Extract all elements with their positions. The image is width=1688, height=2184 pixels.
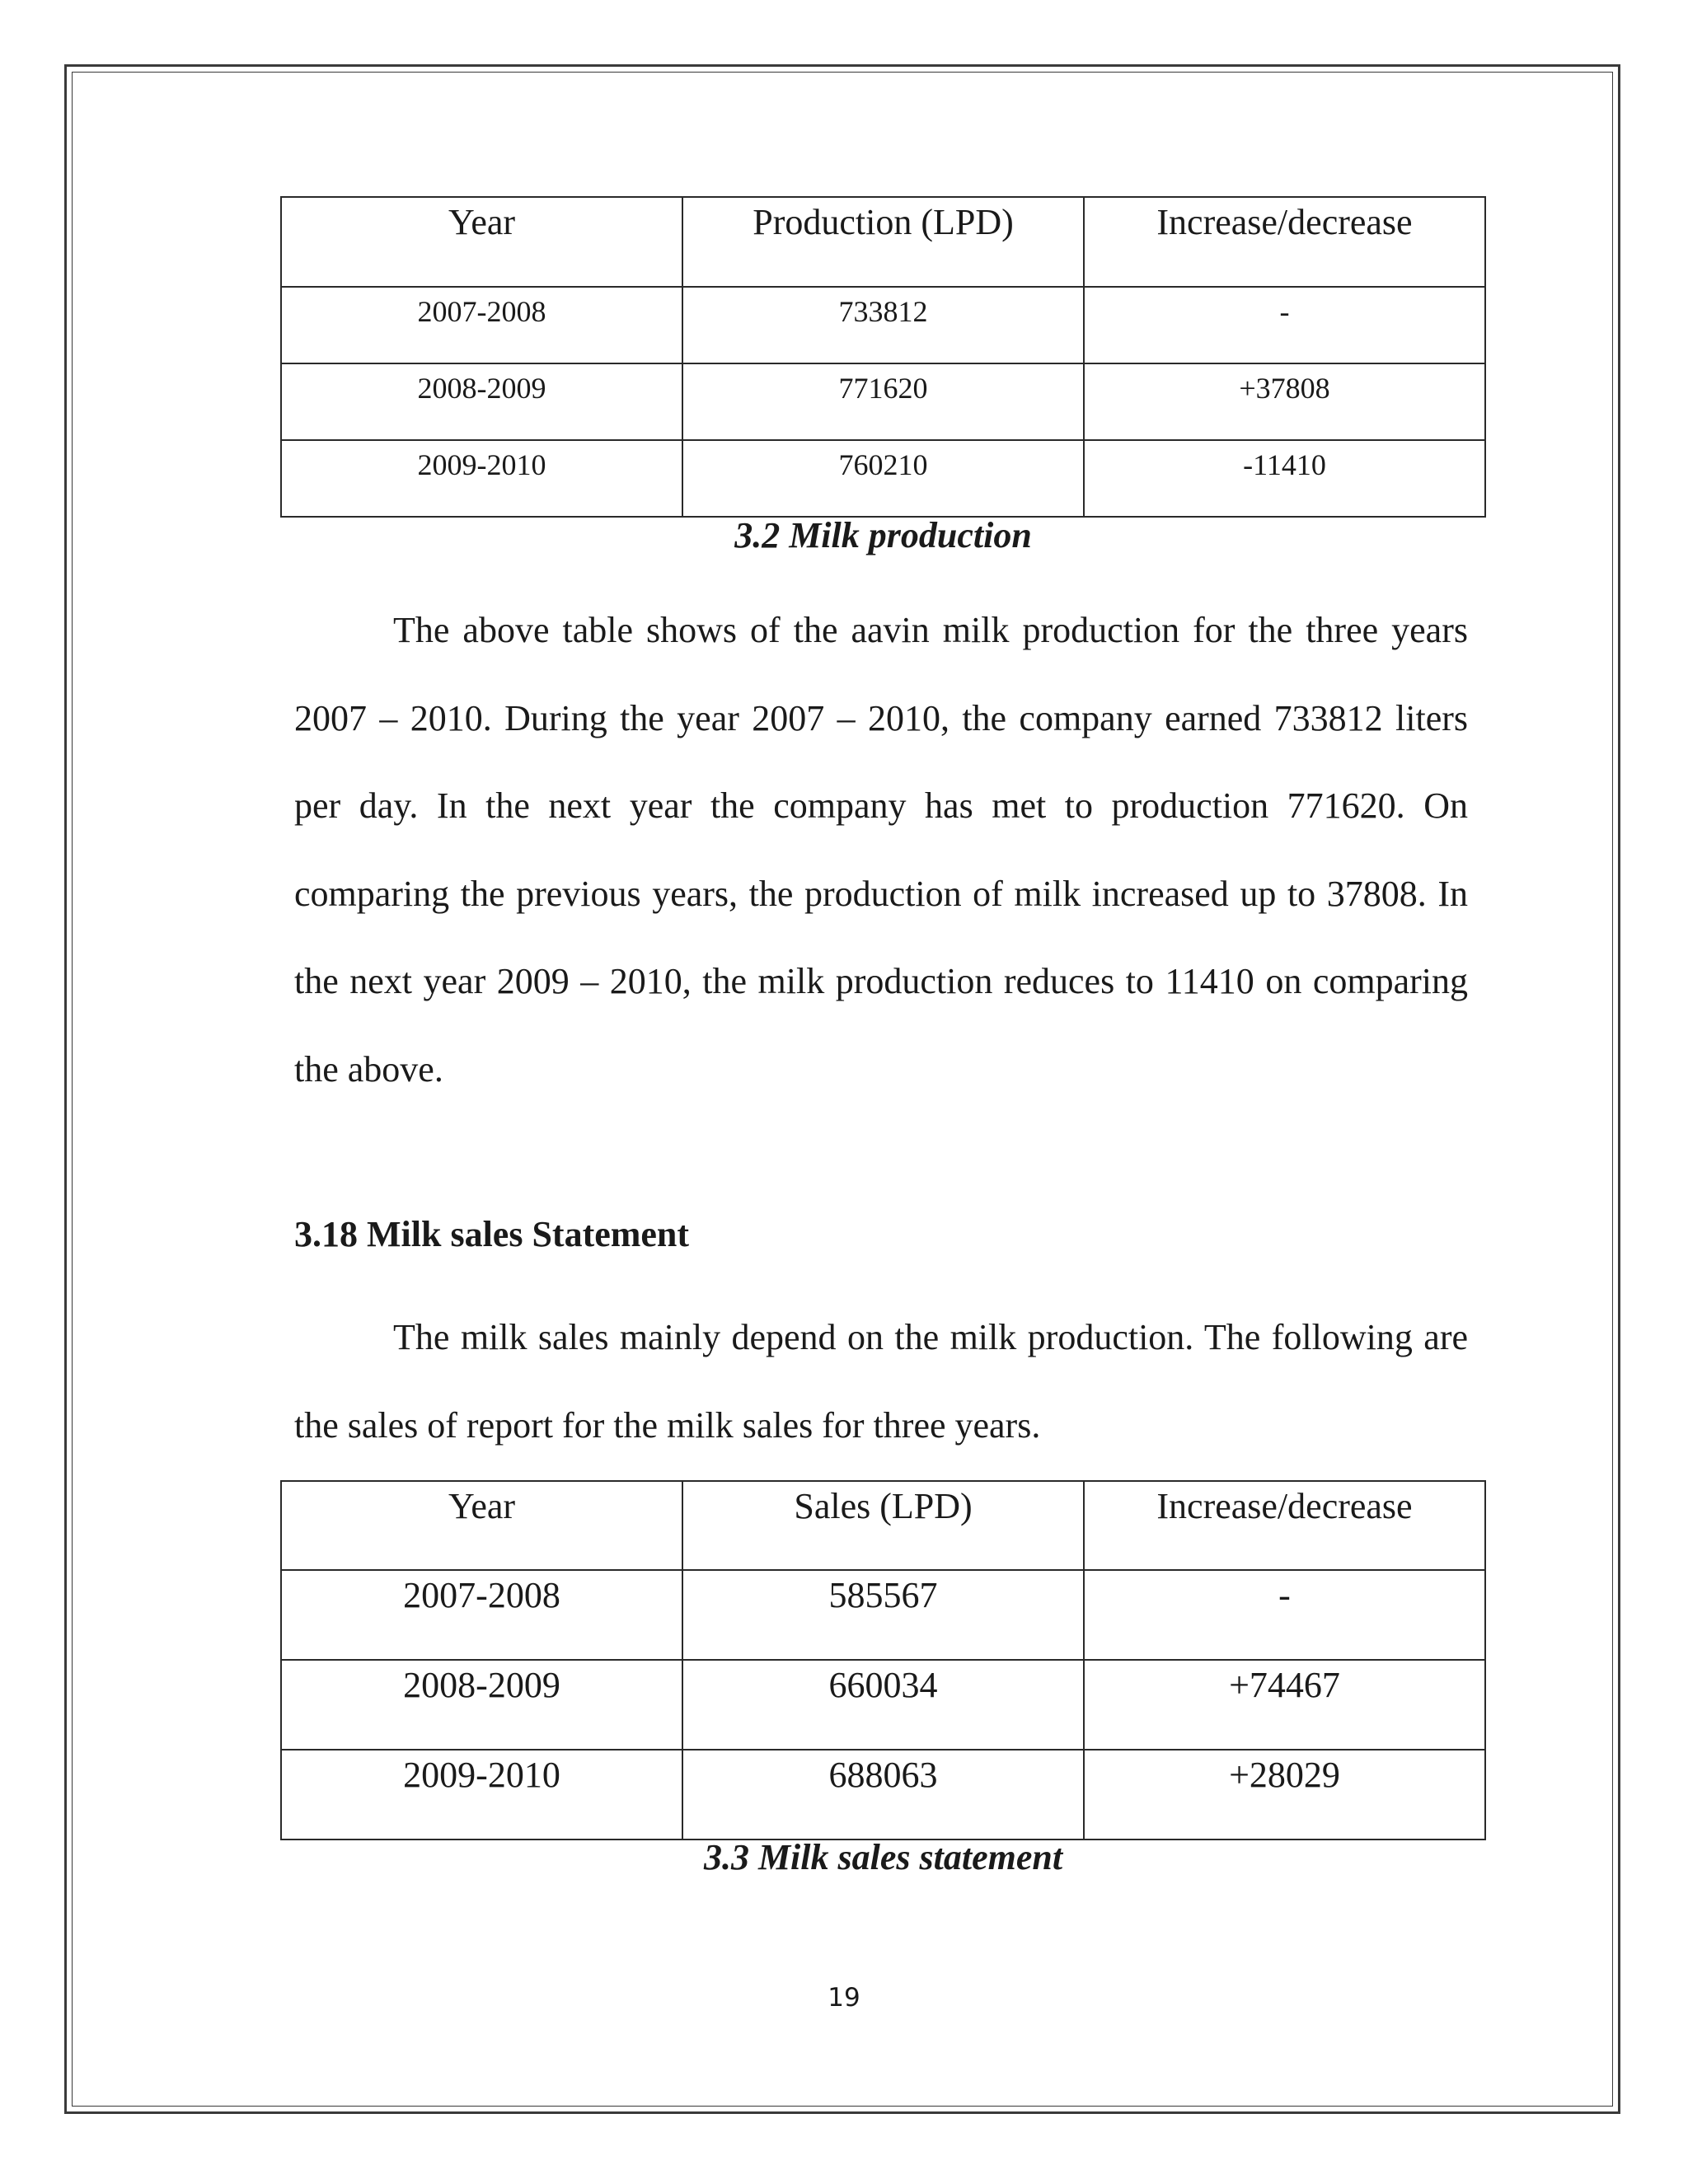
production-paragraph — [294, 587, 1468, 1113]
cell-production: 760210 — [682, 440, 1084, 517]
production-table-caption: 3.2 Milk production — [734, 515, 1032, 555]
cell-sales: 585567 — [682, 1570, 1084, 1660]
column-header-year: Year — [281, 197, 682, 287]
page-number: 19 — [828, 1983, 860, 2013]
cell-change: +74467 — [1084, 1660, 1485, 1750]
cell-year: 2009-2010 — [281, 1750, 682, 1840]
cell-year: 2008-2009 — [281, 363, 682, 440]
cell-change: +28029 — [1084, 1750, 1485, 1840]
section-heading: 3.18 Milk sales Statement — [294, 1214, 690, 1254]
column-header-change: Increase/decrease — [1084, 197, 1485, 287]
table-row — [281, 1750, 1485, 1840]
sales-paragraph-text: The milk sales mainly depend on the milk production. The following are the sales of report for the milk sales for three years. — [294, 1317, 1468, 1446]
column-header-year: Year — [281, 1481, 682, 1570]
sales-table-caption: 3.3 Milk sales statement — [703, 1837, 1063, 1877]
cell-year: 2007-2008 — [281, 1570, 682, 1660]
cell-year: 2009-2010 — [281, 440, 682, 517]
cell-production: 733812 — [682, 287, 1084, 363]
cell-year: 2007-2008 — [281, 287, 682, 363]
table-header-row — [281, 1481, 1485, 1570]
cell-sales: 660034 — [682, 1660, 1084, 1750]
column-header-change: Increase/decrease — [1084, 1481, 1485, 1570]
sales-table — [280, 1480, 1486, 1840]
production-table — [280, 196, 1486, 518]
table-header-row — [281, 197, 1485, 287]
table-row — [281, 1570, 1485, 1660]
production-paragraph-text: The above table shows of the aavin milk production for the three years 2007 – 2010. During the year 2007 – 2010, the company earned 733812 liters per day. In the next year the company has met to production 771620. On comparing the previous years, the production of milk increased up to 37808. In the next year 2009 – 2010, the milk production reduces to 11410 on comparing the above. — [294, 610, 1468, 1090]
table-row — [281, 363, 1485, 440]
cell-change: - — [1084, 1570, 1485, 1660]
cell-year: 2008-2009 — [281, 1660, 682, 1750]
cell-production: 771620 — [682, 363, 1084, 440]
cell-change: +37808 — [1084, 363, 1485, 440]
sales-paragraph — [294, 1294, 1468, 1469]
column-header-production: Production (LPD) — [682, 197, 1084, 287]
cell-change: - — [1084, 287, 1485, 363]
table-row — [281, 1660, 1485, 1750]
table-row — [281, 287, 1485, 363]
cell-change: -11410 — [1084, 440, 1485, 517]
cell-sales: 688063 — [682, 1750, 1084, 1840]
column-header-sales: Sales (LPD) — [682, 1481, 1084, 1570]
table-row — [281, 440, 1485, 517]
